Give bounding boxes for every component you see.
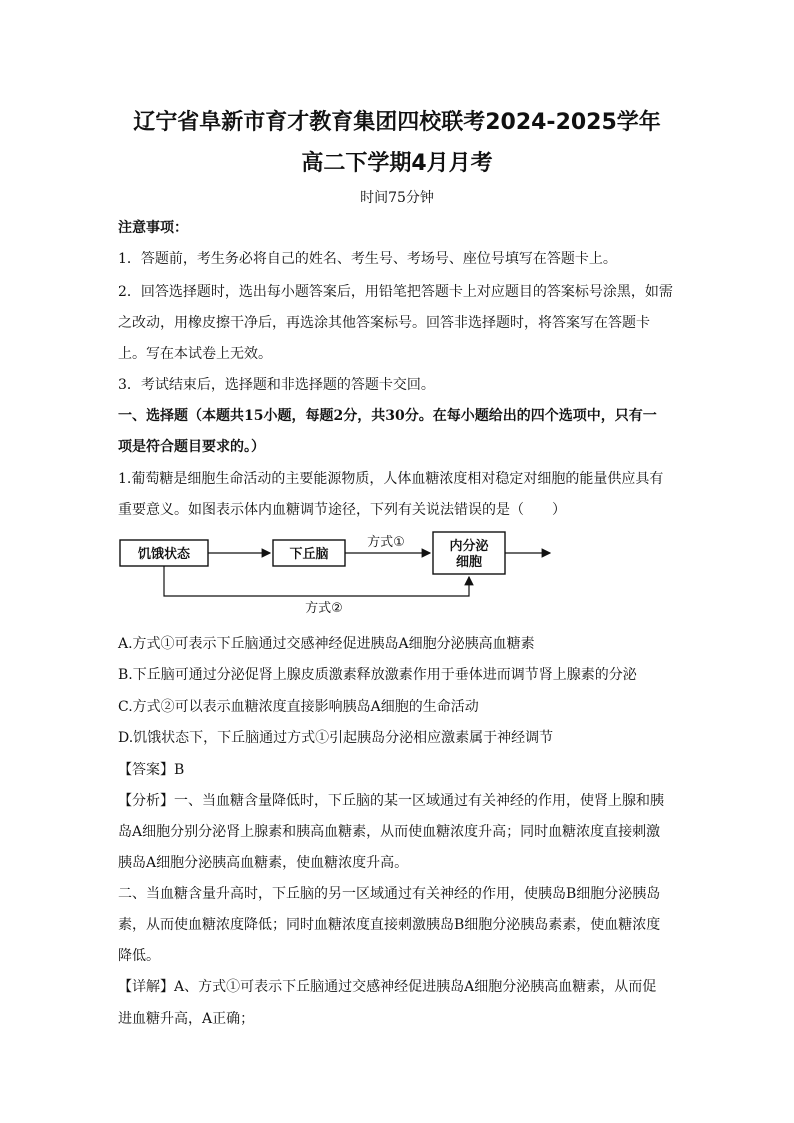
notice-item-3: 3．考试结束后，选择题和非选择题的答题卡交回。 [118,377,435,393]
box-hypothalamus-label: 下丘脑 [289,547,329,562]
notice-item-2c: 上。写在本试卷上无效。 [118,346,272,362]
notice-heading: 注意事项： [118,220,188,236]
answer: 【答案】B [118,762,185,778]
analysis-line-5: 素，从而使血糖浓度降低；同时血糖浓度直接刺激胰岛B细胞分泌胰岛素素，使血糖浓度 [118,917,661,933]
detail-line-2: 进血糖升高，A正确； [118,1011,255,1027]
notice-item-2a: 2．回答选择题时，选出每小题答案后，用铅笔把答题卡上对应题目的答案标号涂黑，如需 [118,284,673,300]
exam-time: 时间75分钟 [360,190,434,206]
option-b: B.下丘脑可通过分泌促肾上腺皮质激素释放激素作用于垂体进而调节肾上腺素的分泌 [118,667,637,683]
analysis-line-6: 降低。 [118,948,160,964]
analysis-line-3: 胰岛A细胞分泌胰高血糖素，使血糖浓度升高。 [118,855,409,871]
blood-sugar-regulation-diagram [118,528,568,620]
section-heading-a: 一、选择题（本题共15小题，每题2分，共30分。在每小题给出的四个选项中，只有一 [118,408,657,424]
path1-label: 方式① [367,535,405,550]
detail-line-1: 【详解】A、方式①可表示下丘脑通过交感神经促进胰岛A细胞分泌胰高血糖素，从而促 [118,979,657,995]
analysis-line-4: 二、当血糖含量升高时，下丘脑的另一区域通过有关神经的作用，使胰岛B细胞分泌胰岛 [118,886,661,902]
box-endocrine-cell-label1: 内分泌 [449,539,489,554]
arrow-path2 [164,566,469,596]
question-stem-b: 重要意义。如图表示体内血糖调节途径，下列有关说法错误的是（ ） [118,502,566,518]
section-heading-b: 项是符合题目要求的。） [118,439,265,455]
analysis-line-2: 岛A细胞分别分泌肾上腺素和胰高血糖素，从而使血糖浓度升高；同时血糖浓度直接刺激 [118,824,661,840]
analysis-line-1: 【分析】一、当血糖含量降低时，下丘脑的某一区域通过有关神经的作用，使肾上腺和胰 [118,793,664,809]
box-endocrine-cell-label2: 细胞 [455,555,483,570]
option-c: C.方式②可以表示血糖浓度直接影响胰岛A细胞的生命活动 [118,699,479,715]
notice-item-2b: 之改动，用橡皮擦干净后，再选涂其他答案标号。回答非选择题时，将答案写在答题卡 [118,315,650,331]
option-d: D.饥饿状态下，下丘脑通过方式①引起胰岛分泌相应激素属于神经调节 [118,730,554,746]
path2-label: 方式② [305,601,343,616]
notice-item-1: 1．答题前，考生务必将自己的姓名、考生号、考场号、座位号填写在答题卡上。 [118,251,617,267]
question-stem-a: 1.葡萄糖是细胞生命活动的主要能源物质，人体血糖浓度相对稳定对细胞的能量供应具有 [118,471,664,487]
doc-title-line2: 高二下学期4月月考 [301,151,493,176]
box-hunger-state-label: 饥饿状态 [137,547,191,562]
doc-title-line1: 辽宁省阜新市育才教育集团四校联考2024-2025学年 [133,110,661,135]
option-a: A.方式①可表示下丘脑通过交感神经促进胰岛A细胞分泌胰高血糖素 [118,636,535,652]
